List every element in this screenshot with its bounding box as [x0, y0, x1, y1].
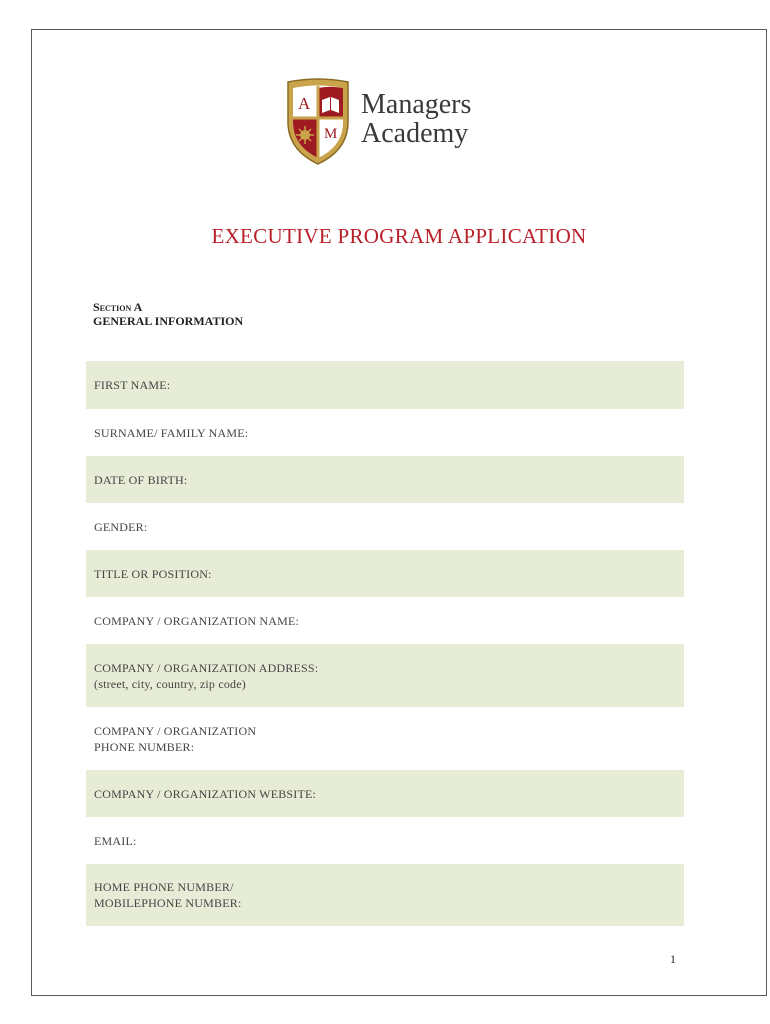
brand-name [361, 90, 471, 148]
form-field-label [94, 425, 248, 441]
form-field-label-line: COMPANY / ORGANIZATION [94, 723, 257, 738]
page-title: EXECUTIVE PROGRAM APPLICATION [211, 224, 587, 248]
form-fields [86, 361, 684, 926]
form-field-row[interactable] [86, 503, 684, 550]
form-field-label-line: TITLE OR POSITION: [94, 566, 212, 581]
form-field-label [94, 833, 137, 849]
form-field-row[interactable] [86, 361, 684, 409]
form-field-row[interactable] [86, 597, 684, 644]
section-header [93, 300, 243, 328]
form-field-row[interactable] [86, 770, 684, 817]
form-field-label [94, 566, 212, 582]
form-field-label-line: DATE OF BIRTH: [94, 472, 188, 487]
form-field-label [94, 660, 318, 692]
form-field-label [94, 723, 256, 755]
brand-line-1: Managers [361, 89, 472, 120]
section-title: GENERAL INFORMATION [93, 314, 244, 328]
form-field-label-line: MOBILEPHONE NUMBER: [94, 896, 242, 910]
document-page [31, 29, 767, 996]
form-field-label-line: PHONE NUMBER: [94, 739, 195, 754]
form-field-row[interactable] [86, 456, 684, 503]
form-field-row[interactable] [86, 864, 684, 926]
form-field-label-line: FIRST NAME: [94, 378, 171, 392]
form-field-label-line: COMPANY / ORGANIZATION WEBSITE: [94, 786, 317, 801]
form-field-label-line: COMPANY / ORGANIZATION ADDRESS: [94, 660, 319, 675]
form-field-row[interactable] [86, 644, 684, 707]
brand-line-2: Academy [361, 118, 469, 149]
form-field-label [94, 519, 147, 535]
shield-letter-a: A [298, 94, 311, 113]
section-label: Section A [93, 300, 143, 314]
form-field-label-line: EMAIL: [94, 833, 137, 848]
form-field-label [94, 786, 316, 802]
form-field-label [94, 613, 299, 629]
form-field-row[interactable] [86, 409, 684, 456]
form-field-label-line: SURNAME/ FAMILY NAME: [94, 425, 249, 440]
form-field-label-line: GENDER: [94, 519, 148, 534]
form-field-label-line: COMPANY / ORGANIZATION NAME: [94, 613, 300, 628]
form-field-label [94, 472, 187, 488]
form-field-label-line: (street, city, country, zip code) [94, 676, 246, 691]
shield-crest-icon [282, 76, 354, 168]
form-field-label [94, 879, 241, 911]
page-number: 1 [670, 952, 676, 966]
form-field-label-line: HOME PHONE NUMBER/ [94, 880, 234, 894]
form-field-row[interactable] [86, 550, 684, 597]
form-field-row[interactable] [86, 707, 684, 770]
form-field-label [94, 377, 170, 393]
form-field-row[interactable] [86, 817, 684, 864]
shield-letter-m: M [324, 126, 338, 142]
